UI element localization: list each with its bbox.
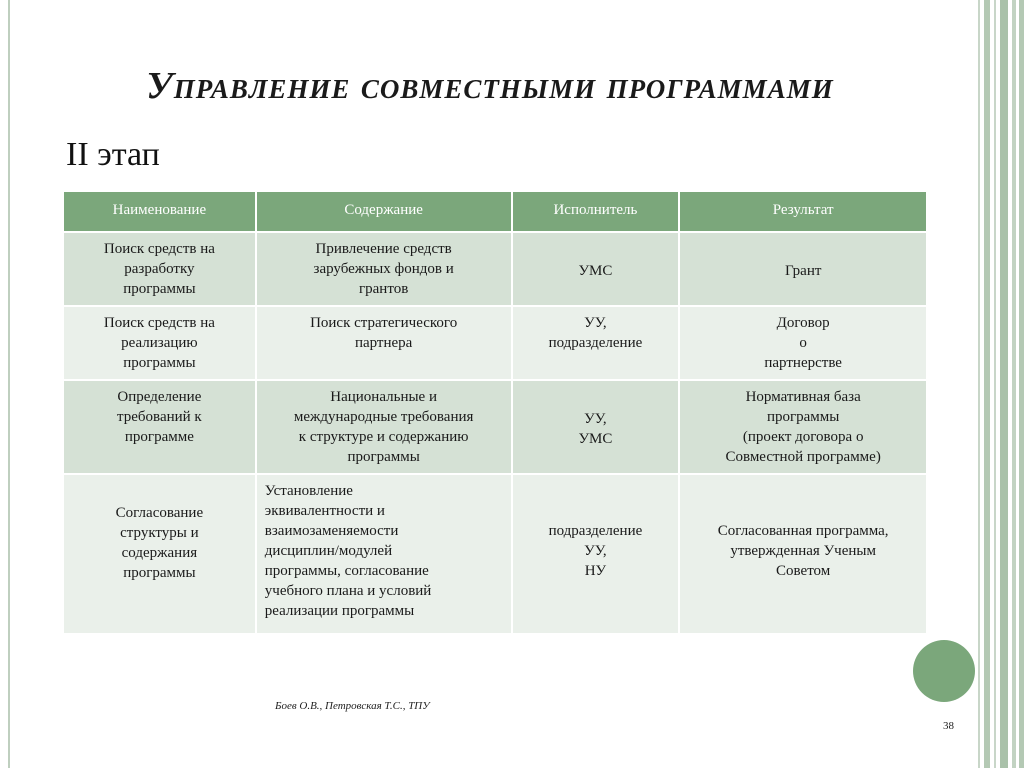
cell-line: требований к	[117, 409, 202, 425]
cell-result	[679, 306, 927, 380]
cell-line: грантов	[359, 281, 409, 297]
cell-line: подразделение	[548, 335, 643, 351]
cell-content	[256, 306, 512, 380]
cell-line: реализации программы	[264, 603, 415, 619]
cell-name	[64, 306, 256, 380]
table-row	[64, 306, 927, 380]
cell-line: программы, согласование	[264, 563, 429, 579]
cell-line: подразделение	[548, 523, 643, 539]
cell-name	[64, 474, 256, 634]
cell-line: программы	[123, 355, 196, 371]
cell-line: НУ	[584, 563, 607, 579]
cell-line: УУ,	[584, 411, 607, 427]
cell-line: программы	[123, 565, 196, 581]
cell-line: УМС	[578, 431, 613, 447]
cell-line: о	[799, 335, 807, 351]
table-row	[64, 380, 927, 474]
header-name: Наименование	[64, 192, 256, 232]
cell-line: эквивалентности и	[264, 503, 385, 519]
left-border-line	[8, 0, 10, 768]
header-executor: Исполнитель	[512, 192, 680, 232]
cell-line: программы	[766, 409, 840, 425]
cell-executor	[512, 380, 680, 474]
cell-line: к структуре и содержанию	[298, 429, 469, 445]
table-row	[64, 232, 927, 306]
cell-line: учебного плана и условий	[264, 583, 432, 599]
table-row	[64, 474, 927, 634]
cell-line: Национальные и	[330, 389, 437, 405]
cell-line: Определение	[117, 389, 202, 405]
cell-line: партнерстве	[764, 355, 842, 371]
cell-content	[256, 474, 512, 634]
page-title: Управление совместными программами	[146, 65, 834, 107]
cell-line: Поиск стратегического	[310, 315, 458, 331]
cell-result	[679, 380, 927, 474]
cell-result	[679, 474, 927, 634]
cell-content	[256, 380, 512, 474]
decorative-circle	[913, 640, 975, 702]
cell-line: структуры и	[120, 525, 199, 541]
cell-line: Грант	[784, 263, 822, 279]
cell-line: зарубежных фондов и	[313, 261, 454, 277]
cell-result	[679, 232, 927, 306]
cell-line: разработку	[124, 261, 195, 277]
program-management-table	[64, 192, 928, 635]
stage-subtitle: II этап	[66, 136, 160, 173]
header-result: Результат	[679, 192, 927, 232]
cell-line: взаимозаменяемости	[264, 523, 399, 539]
cell-line: Установление	[264, 483, 353, 499]
cell-line: Согласование	[115, 505, 204, 521]
cell-line: УУ,	[584, 315, 607, 331]
cell-line: программе	[124, 429, 194, 445]
cell-name	[64, 232, 256, 306]
cell-line: содержания	[121, 545, 198, 561]
cell-executor	[512, 232, 680, 306]
footer-authors: Боев О.В., Петровская Т.С., ТПУ	[275, 700, 430, 712]
page-number: 38	[943, 720, 954, 732]
cell-line: партнера	[354, 335, 413, 351]
table-header-row	[64, 192, 927, 232]
right-decor-stripes	[978, 0, 1024, 768]
cell-line: Поиск средств на	[103, 241, 215, 257]
cell-line: Привлечение средств	[315, 241, 452, 257]
cell-line: Советом	[776, 563, 831, 579]
cell-line: программы	[123, 281, 196, 297]
cell-line: международные требования	[293, 409, 474, 425]
cell-line: УУ,	[584, 543, 607, 559]
cell-line: Поиск средств на	[103, 315, 215, 331]
cell-line: (проект договора о	[742, 429, 864, 445]
cell-line: утвержденная Ученым	[730, 543, 876, 559]
header-content: Содержание	[256, 192, 512, 232]
cell-line: УМС	[578, 263, 613, 279]
cell-name	[64, 380, 256, 474]
cell-line: Договор	[776, 315, 830, 331]
cell-line: дисциплин/модулей	[264, 543, 393, 559]
cell-line: программы	[347, 449, 420, 465]
cell-executor	[512, 306, 680, 380]
cell-line: Нормативная база	[745, 389, 861, 405]
cell-content	[256, 232, 512, 306]
cell-executor	[512, 474, 680, 634]
cell-line: Согласованная программа,	[717, 523, 889, 539]
cell-line: реализацию	[121, 335, 198, 351]
cell-line: Совместной программе)	[725, 449, 881, 465]
